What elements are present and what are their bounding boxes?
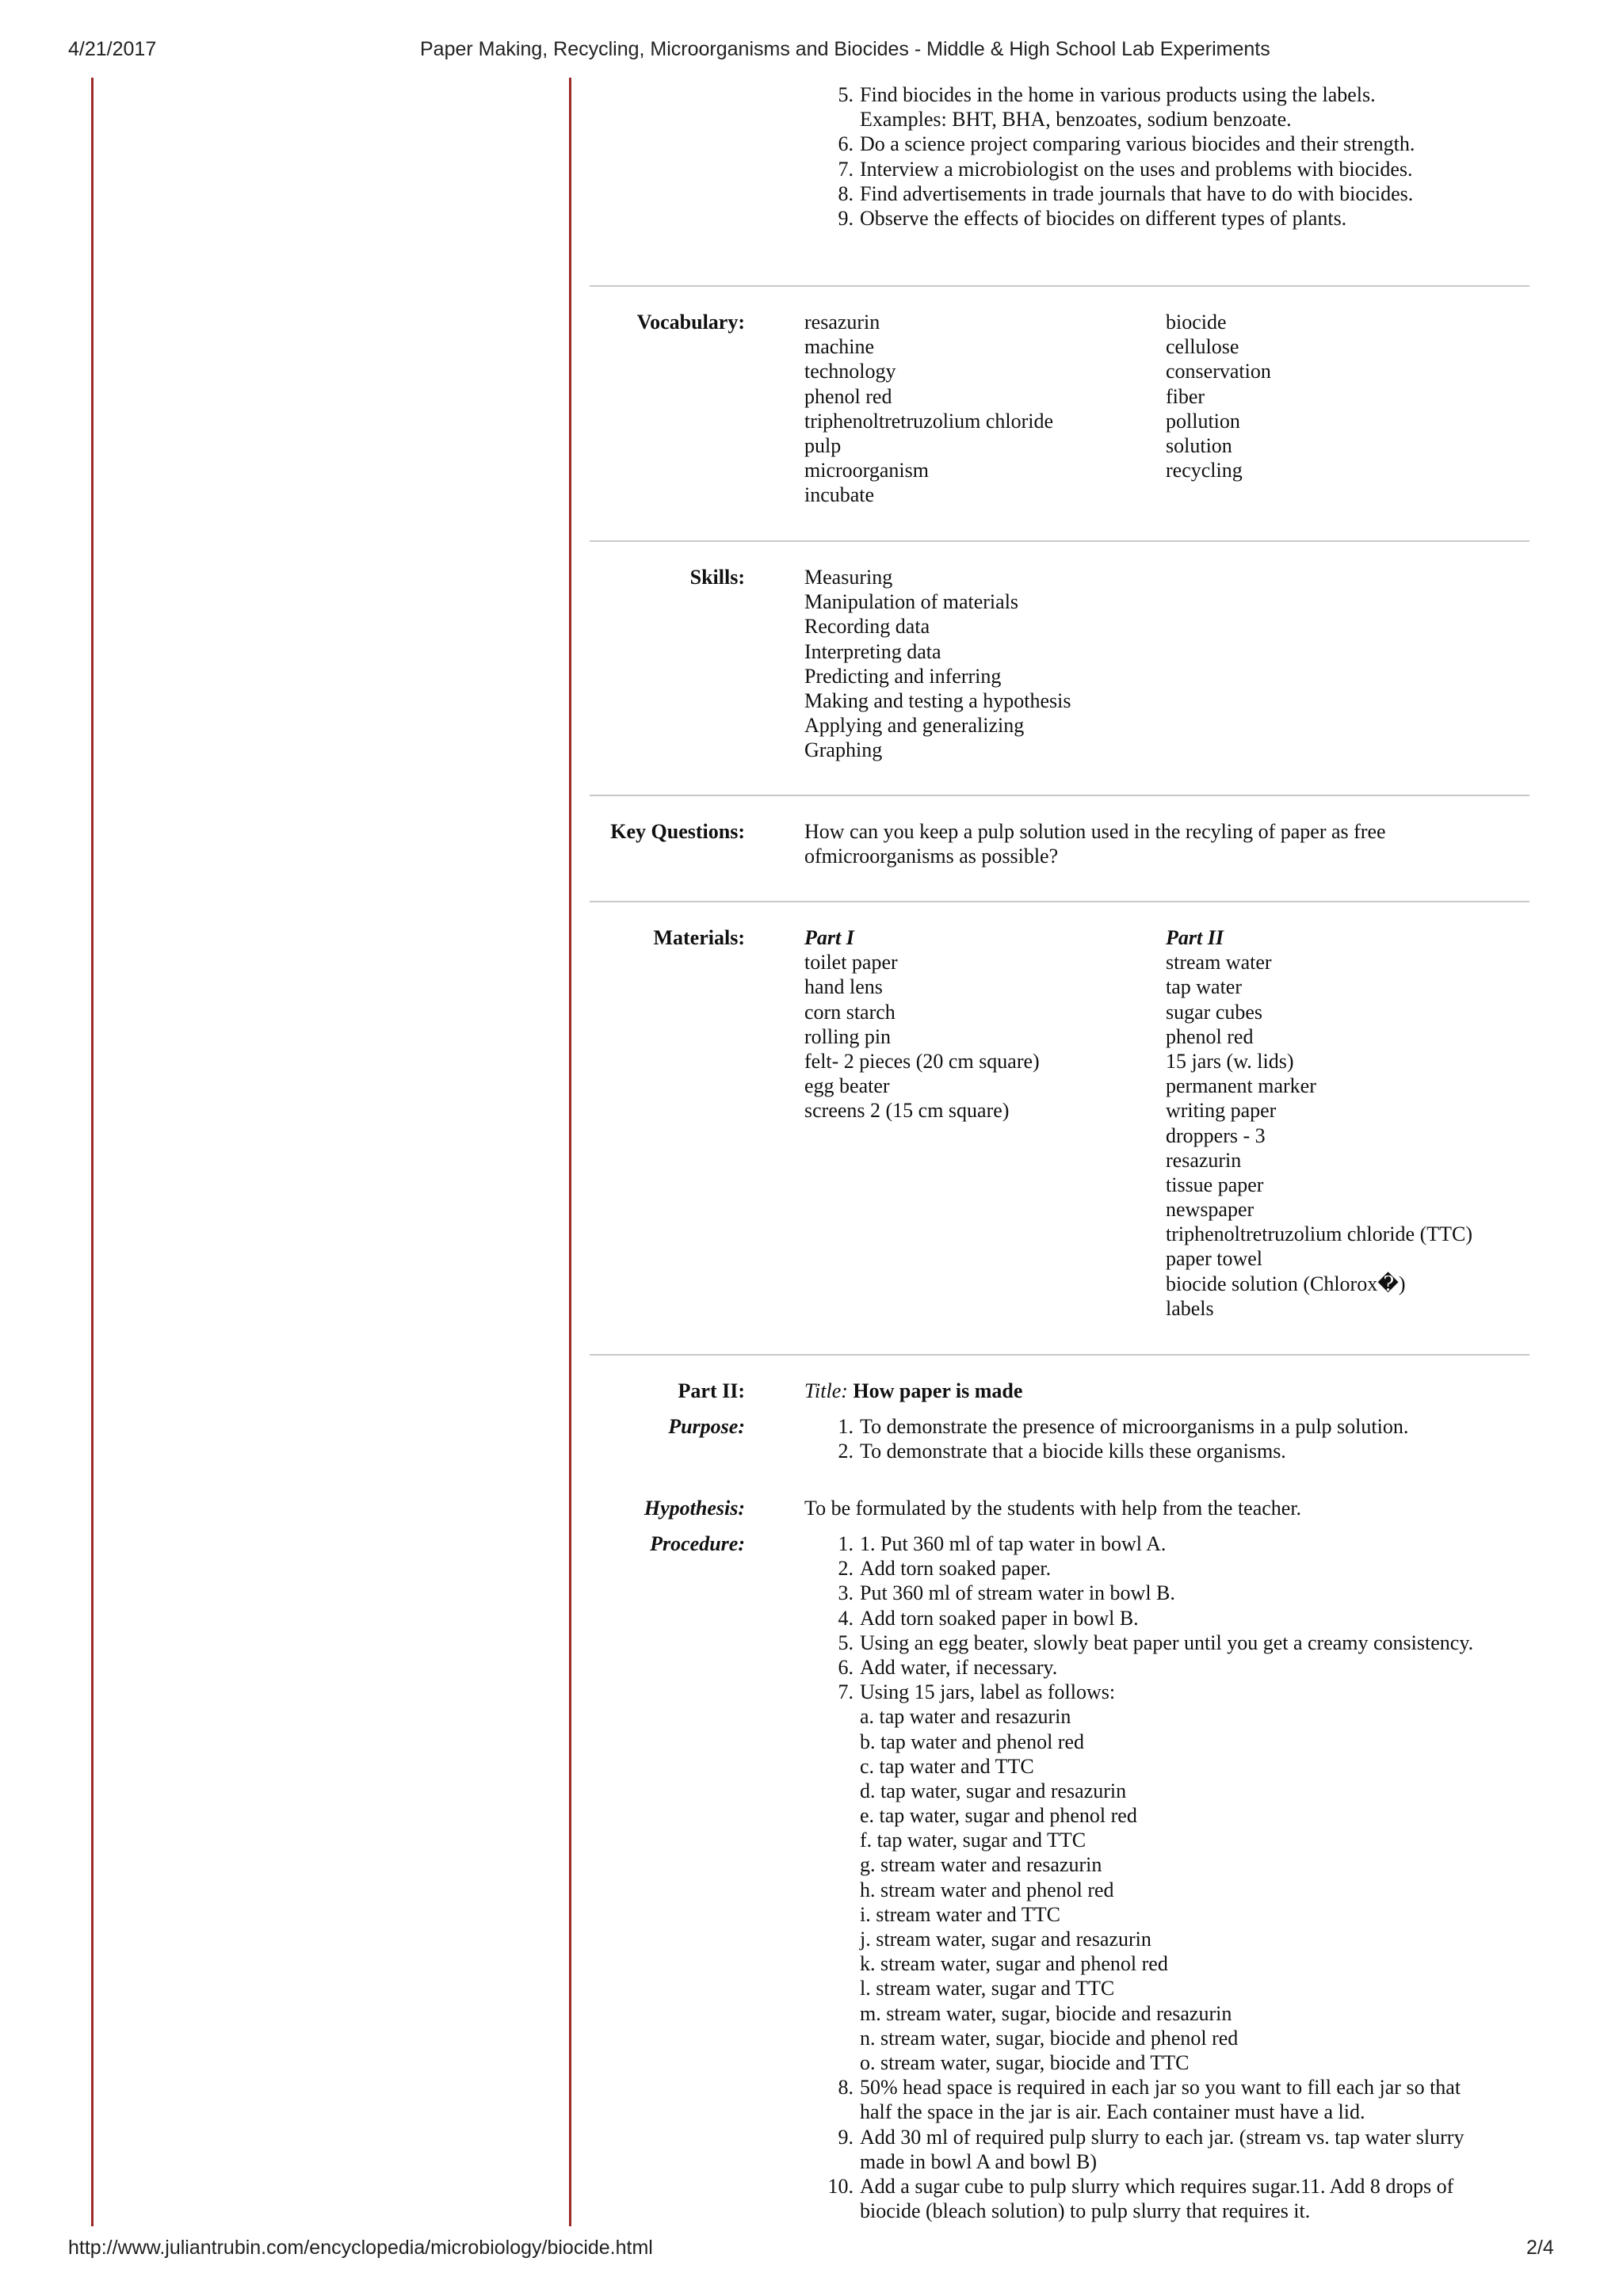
key-questions-text: [804, 819, 1386, 868]
procedure-step: [860, 2149, 1473, 2174]
procedure-step: [838, 1655, 1473, 1680]
list-text: m. stream water, sugar, biocide and resazurin: [860, 2001, 1232, 2025]
list-text: 50% head space is required in each jar so you want to fill each jar so that: [860, 2076, 1461, 2100]
procedure-step: [860, 1730, 1473, 1754]
title-text: How paper is made: [853, 1379, 1023, 1402]
material-item: biocide solution (Chlorox�): [1166, 1272, 1406, 1295]
procedure-step: [860, 1976, 1473, 2000]
material-item: resazurin: [1166, 1148, 1242, 1172]
procedure-step: [860, 2026, 1473, 2050]
material-item: writing paper: [1166, 1099, 1277, 1123]
material-item: 15 jars (w. lids): [1166, 1049, 1294, 1073]
material-item: corn starch: [804, 1000, 896, 1024]
list-text: half the space in the jar is air. Each container must have a lid.: [860, 2100, 1365, 2124]
procedure-list: [827, 1531, 1474, 2223]
list-text: biocide (bleach solution) to pulp slurry that requires it.: [860, 2199, 1311, 2223]
list-number: 5.: [838, 83, 854, 106]
divider: [590, 901, 1529, 902]
list-number: 9.: [838, 206, 854, 230]
materials-part2: [1166, 925, 1472, 1320]
procedure-step: [860, 1754, 1473, 1779]
procedure-step: [860, 2100, 1473, 2124]
materials-part2-title: Part II: [1166, 926, 1224, 949]
list-text: 1. Put 360 ml of tap water in bowl A.: [860, 1532, 1167, 1555]
list-text: Using an egg beater, slowly beat paper until you get a creamy consistency.: [860, 1630, 1474, 1654]
activities-list: [838, 82, 1415, 231]
list-text: d. tap water, sugar and resazurin: [860, 1779, 1127, 1802]
purpose-item: [838, 1439, 1408, 1463]
list-text: To demonstrate that a biocide kills these organisms.: [860, 1440, 1286, 1463]
list-number: 10.: [827, 2174, 854, 2198]
divider: [590, 285, 1529, 287]
activity-item: [860, 107, 1415, 132]
list-number: 8.: [838, 2076, 854, 2100]
vocabulary-label: Vocabulary:: [636, 311, 745, 334]
vocabulary-term: fiber: [1166, 384, 1205, 408]
vocabulary-term: recycling: [1166, 459, 1243, 482]
material-item: tap water: [1166, 975, 1243, 999]
part2-title: [804, 1379, 1022, 1403]
procedure-step: [838, 2075, 1473, 2100]
vocabulary-term: technology: [804, 360, 896, 383]
material-item: stream water: [1166, 951, 1272, 974]
procedure-step: [860, 2050, 1473, 2075]
skill-item: Predicting and inferring: [804, 664, 1002, 688]
vocabulary-term: phenol red: [804, 384, 892, 408]
list-text: Do a science project comparing various biocides and their strength.: [860, 132, 1415, 156]
materials-label: Materials:: [653, 926, 745, 949]
skill-item: Manipulation of materials: [804, 590, 1019, 614]
list-text: l. stream water, sugar and TTC: [860, 1977, 1115, 2000]
procedure-step: [860, 1951, 1473, 1976]
activity-item: [838, 132, 1415, 156]
list-text: i. stream water and TTC: [860, 1902, 1060, 1926]
skill-item: Measuring: [804, 566, 893, 589]
procedure-step: [838, 1606, 1473, 1630]
list-text: Add torn soaked paper in bowl B.: [860, 1606, 1139, 1630]
vocabulary-term: triphenoltretruzolium chloride: [804, 409, 1054, 433]
list-number: 2.: [838, 1440, 854, 1463]
key-questions-label: Key Questions:: [610, 820, 745, 843]
material-item: labels: [1166, 1296, 1214, 1320]
procedure-step: [838, 1531, 1473, 1556]
procedure-step: [860, 2199, 1473, 2223]
key-question-line: ofmicroorganisms as possible?: [804, 845, 1059, 868]
list-text: c. tap water and TTC: [860, 1754, 1034, 1778]
list-text: f. tap water, sugar and TTC: [860, 1829, 1086, 1852]
list-number: 8.: [838, 181, 854, 205]
skill-item: Interpreting data: [804, 639, 941, 663]
vocabulary-term: solution: [1166, 433, 1232, 457]
material-item: egg beater: [804, 1074, 890, 1098]
material-item: toilet paper: [804, 951, 898, 974]
list-text: To demonstrate the presence of microorganisms in a pulp solution.: [860, 1415, 1409, 1438]
vocabulary-term: biocide: [1166, 311, 1227, 334]
procedure-step: [860, 1927, 1473, 1951]
materials-part1: [804, 925, 1040, 1123]
skills-list: [804, 565, 1071, 763]
purpose-item: [838, 1414, 1409, 1439]
list-number: 7.: [838, 157, 854, 181]
skill-item: Applying and generalizing: [804, 714, 1025, 738]
skills-label: Skills:: [689, 566, 745, 589]
material-item: sugar cubes: [1166, 1000, 1263, 1024]
activity-item: [838, 206, 1415, 231]
purpose-list: [838, 1414, 1409, 1463]
list-text: made in bowl A and bowl B): [860, 2149, 1097, 2173]
title-label: Title:: [804, 1379, 848, 1402]
list-number: 9.: [838, 2125, 854, 2149]
material-item: felt- 2 pieces (20 cm square): [804, 1049, 1040, 1073]
vocabulary-term: pulp: [804, 433, 842, 457]
list-number: 6.: [838, 1655, 854, 1679]
list-text: e. tap water, sugar and phenol red: [860, 1804, 1137, 1828]
vocabulary-term: conservation: [1166, 360, 1271, 383]
page-number: 2/4: [1526, 2237, 1554, 2259]
vocabulary-term: machine: [804, 335, 875, 359]
procedure-step: [827, 2174, 1473, 2199]
list-text: j. stream water, sugar and resazurin: [860, 1928, 1151, 1951]
vocabulary-term: cellulose: [1166, 335, 1239, 359]
print-date: 4/21/2017: [68, 38, 157, 60]
procedure-step: [860, 2001, 1473, 2026]
skill-item: Making and testing a hypothesis: [804, 688, 1071, 712]
procedure-label: Procedure:: [650, 1532, 745, 1555]
material-item: triphenoltretruzolium chloride (TTC): [1166, 1222, 1472, 1246]
list-number: 1.: [838, 1415, 854, 1438]
procedure-step: [838, 1680, 1473, 1704]
left-margin-rule: [91, 78, 94, 2226]
material-item: tissue paper: [1166, 1173, 1264, 1196]
hypothesis-label: Hypothesis:: [643, 1497, 745, 1520]
list-text: Find biocides in the home in various products using the labels.: [860, 83, 1376, 106]
procedure-step: [860, 1704, 1473, 1729]
list-text: Using 15 jars, label as follows:: [860, 1680, 1116, 1704]
procedure-step: [860, 1878, 1473, 1902]
list-number: 5.: [838, 1630, 854, 1654]
material-item: rolling pin: [804, 1024, 892, 1048]
list-text: h. stream water and phenol red: [860, 1878, 1114, 1901]
skill-item: Graphing: [804, 738, 883, 762]
divider: [590, 795, 1529, 796]
material-item: newspaper: [1166, 1198, 1254, 1222]
list-text: b. tap water and phenol red: [860, 1730, 1085, 1753]
list-text: Add water, if necessary.: [860, 1655, 1058, 1679]
list-text: Put 360 ml of stream water in bowl B.: [860, 1581, 1175, 1605]
vocabulary-col2: [1166, 310, 1271, 482]
procedure-step: [838, 2125, 1473, 2149]
list-text: Examples: BHT, BHA, benzoates, sodium benzoate.: [860, 108, 1292, 132]
purpose-label: Purpose:: [668, 1415, 745, 1438]
key-question-line: How can you keep a pulp solution used in the recyling of paper as free: [804, 820, 1386, 843]
material-item: phenol red: [1166, 1024, 1254, 1048]
vocabulary-term: resazurin: [804, 311, 880, 334]
list-number: 3.: [838, 1581, 854, 1605]
content-margin-rule: [569, 78, 571, 2226]
part2-label: Part II:: [678, 1379, 745, 1402]
material-item: droppers - 3: [1166, 1123, 1266, 1147]
list-number: 7.: [838, 1680, 854, 1704]
page-url[interactable]: http://www.juliantrubin.com/encyclopedia/microbiology/biocide.html: [68, 2237, 653, 2259]
divider: [590, 1354, 1529, 1356]
activity-item: [838, 82, 1415, 107]
procedure-step: [860, 1828, 1473, 1852]
activity-item: [838, 157, 1415, 181]
list-text: Find advertisements in trade journals that have to do with biocides.: [860, 181, 1414, 205]
list-text: Observe the effects of biocides on different types of plants.: [860, 206, 1347, 230]
hypothesis-text: To be formulated by the students with help from the teacher.: [804, 1497, 1302, 1520]
activity-item: [838, 181, 1415, 206]
list-text: Add torn soaked paper.: [860, 1557, 1052, 1581]
procedure-step: [838, 1630, 1474, 1655]
divider: [590, 540, 1529, 542]
procedure-step: [838, 1581, 1473, 1605]
material-item: screens 2 (15 cm square): [804, 1099, 1010, 1123]
page-title: Paper Making, Recycling, Microorganisms and Biocides - Middle & High School Lab Experiments: [420, 38, 1270, 60]
material-item: paper towel: [1166, 1247, 1263, 1271]
procedure-step: [860, 1902, 1473, 1927]
list-text: a. tap water and resazurin: [860, 1705, 1071, 1729]
list-number: 2.: [838, 1557, 854, 1581]
vocabulary-col1: [804, 310, 1053, 508]
list-text: Add 30 ml of required pulp slurry to each jar. (stream vs. tap water slurry: [860, 2125, 1465, 2149]
vocabulary-term: incubate: [804, 483, 875, 507]
skill-item: Recording data: [804, 615, 930, 639]
list-text: g. stream water and resazurin: [860, 1853, 1102, 1877]
list-number: 6.: [838, 132, 854, 156]
procedure-step: [860, 1803, 1473, 1828]
list-number: 4.: [838, 1606, 854, 1630]
list-number: 1.: [838, 1532, 854, 1555]
list-text: k. stream water, sugar and phenol red: [860, 1952, 1168, 1976]
list-text: Add a sugar cube to pulp slurry which requires sugar.11. Add 8 drops of: [860, 2174, 1454, 2198]
procedure-step: [838, 1556, 1473, 1581]
procedure-step: [860, 1852, 1473, 1877]
list-text: o. stream water, sugar, biocide and TTC: [860, 2050, 1190, 2074]
material-item: hand lens: [804, 975, 883, 999]
material-item: permanent marker: [1166, 1074, 1316, 1098]
list-text: Interview a microbiologist on the uses and problems with biocides.: [860, 157, 1413, 181]
materials-part1-title: Part I: [804, 926, 854, 949]
list-text: n. stream water, sugar, biocide and phenol red: [860, 2026, 1239, 2050]
vocabulary-term: microorganism: [804, 459, 929, 482]
vocabulary-term: pollution: [1166, 409, 1240, 433]
procedure-step: [860, 1779, 1473, 1803]
